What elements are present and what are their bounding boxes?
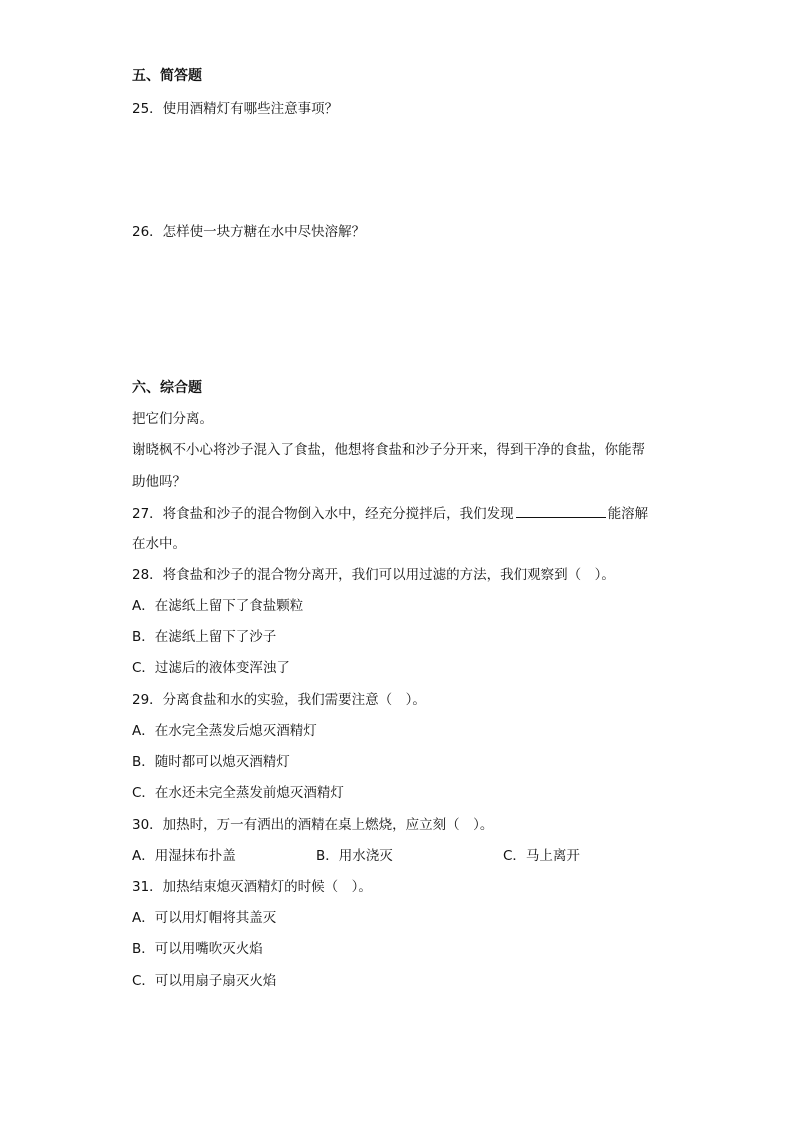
- q31-option-c: C．可以用扇子扇灭火焰: [132, 973, 277, 989]
- q31-option-a: A．可以用灯帽将其盖灭: [132, 910, 277, 926]
- question-27-part1: 27．将食盐和沙子的混合物倒入水中，经充分搅拌后，我们发现: [132, 506, 514, 522]
- question-30: 30．加热时，万一有洒出的酒精在桌上燃烧，应立刻（ ）。: [132, 817, 494, 833]
- q29-option-c: C．在水还未完全蒸发前熄灭酒精灯: [132, 785, 344, 801]
- question-26: 26．怎样使一块方糖在水中尽快溶解？: [132, 224, 366, 240]
- q30-option-b: B．用水浇灭: [316, 848, 393, 864]
- q30-option-c: C．马上离开: [503, 848, 580, 864]
- q28-option-a: A．在滤纸上留下了食盐颗粒: [132, 598, 304, 614]
- q28-option-b: B．在滤纸上留下了沙子: [132, 629, 277, 645]
- question-29: 29．分离食盐和水的实验，我们需要注意（ ）。: [132, 692, 426, 708]
- question-28: 28．将食盐和沙子的混合物分离开，我们可以用过滤的方法，我们观察到（ ）。: [132, 567, 615, 583]
- q29-option-b: B．随时都可以熄灭酒精灯: [132, 754, 290, 770]
- q29-option-a: A．在水完全蒸发后熄灭酒精灯: [132, 723, 317, 739]
- question-25: 25．使用酒精灯有哪些注意事项？: [132, 101, 339, 117]
- intro-title: 把它们分离。: [132, 411, 213, 427]
- question-27-part2: 能溶解: [607, 506, 649, 522]
- q30-option-a: A．用湿抹布扑盖: [132, 848, 236, 864]
- question-31: 31．加热结束熄灭酒精灯的时候（ ）。: [132, 879, 372, 895]
- section5-heading: 五、简答题: [132, 68, 202, 84]
- section6-heading: 六、综合题: [132, 380, 202, 396]
- intro-line-2: 助他吗？: [132, 474, 186, 490]
- question-27-line2: 在水中。: [132, 536, 186, 552]
- question-27: [132, 503, 648, 524]
- q31-option-b: B．可以用嘴吹灭火焰: [132, 941, 263, 957]
- q28-option-c: C．过滤后的液体变浑浊了: [132, 660, 290, 676]
- intro-line-1: 谢晓枫不小心将沙子混入了食盐，他想将食盐和沙子分开来，得到干净的食盐，你能帮: [132, 442, 645, 458]
- answer-blank[interactable]: [516, 503, 606, 518]
